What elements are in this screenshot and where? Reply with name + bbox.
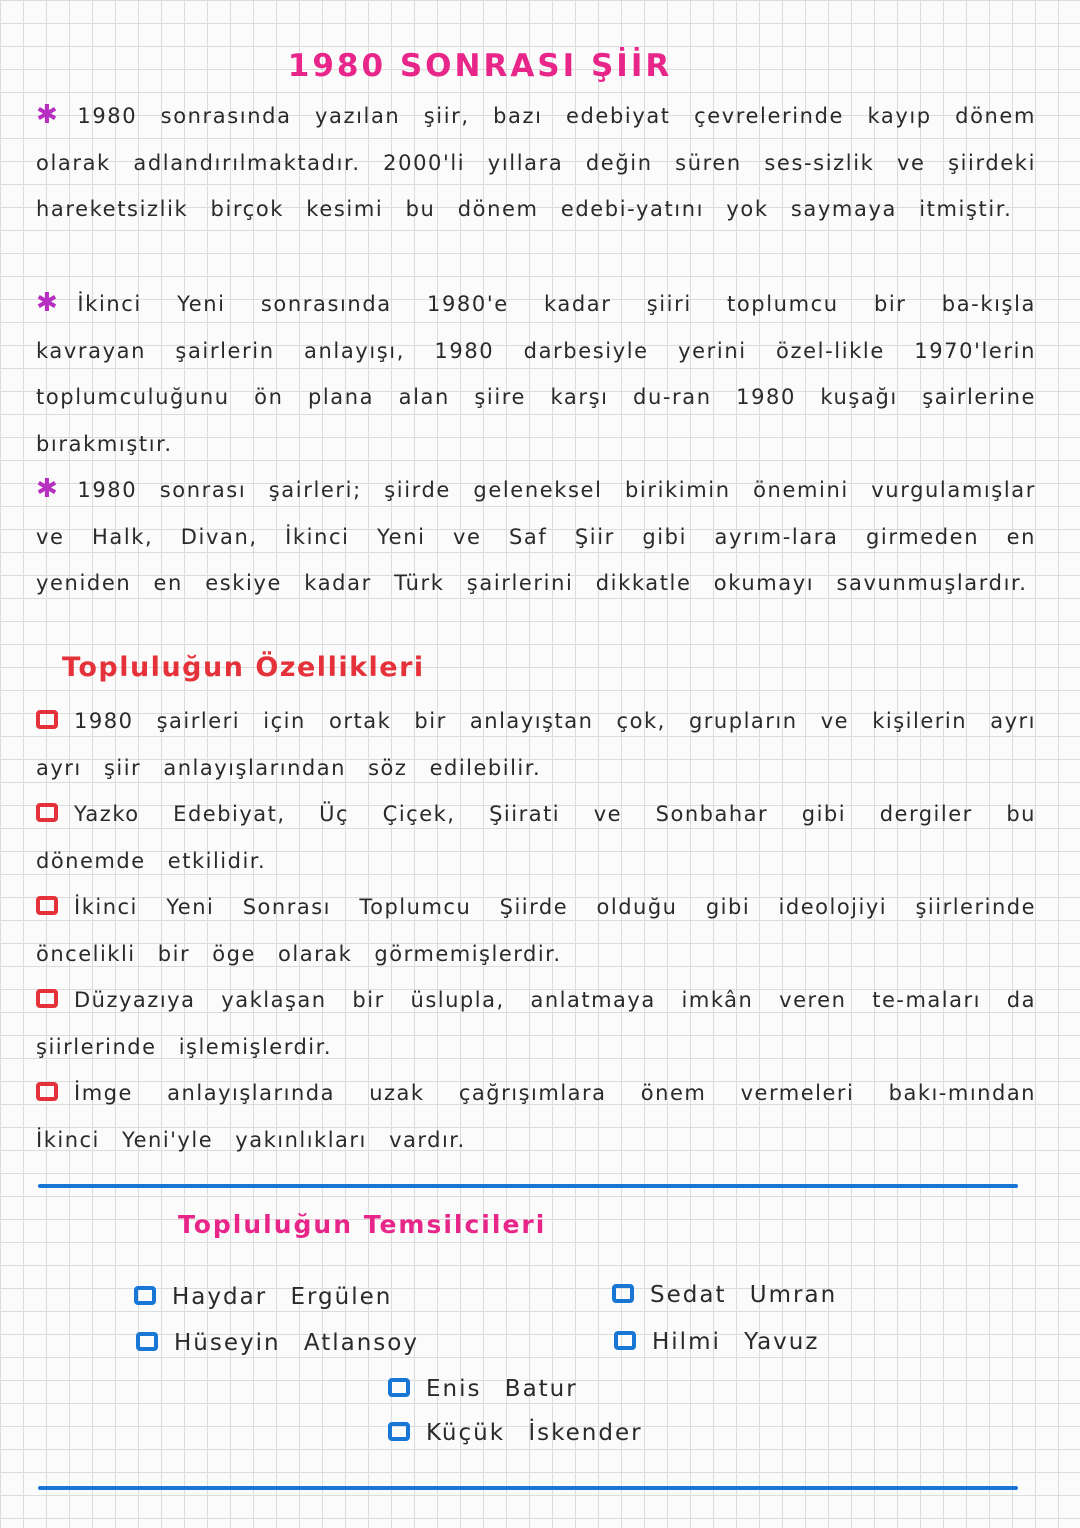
representative-name: Enis Batur [426,1376,578,1402]
divider-top [38,1184,1018,1188]
intro-paragraph-1 [36,92,1036,233]
features-list [36,698,1036,1163]
representative-item [388,1420,643,1446]
red-square-icon [36,803,58,822]
representative-name: Hilmi Yavuz [652,1329,820,1355]
representative-item [614,1329,819,1355]
blue-square-icon [388,1422,410,1441]
representative-item [136,1330,419,1356]
asterisk-icon: ✱ [36,100,60,130]
representative-item [612,1282,837,1308]
list-item [36,977,1036,1070]
red-square-icon [36,1082,58,1101]
blue-square-icon [136,1332,158,1351]
feature-text: İmge anlayışlarında uzak çağrışımlara önem vermeleri bakı-mından İkinci Yeni'yle yakınlıkları vardır. [36,1081,1036,1152]
page-title: 1980 SONRASI ŞİİR [287,48,673,84]
representative-name: Hüseyin Atlansoy [174,1330,419,1356]
asterisk-icon: ✱ [36,288,60,318]
feature-text: 1980 şairleri için ortak bir anlayıştan çok, grupların ve kişilerin ayrı ayrı şiir anlayışlarından söz edilebilir. [36,709,1036,780]
blue-square-icon [614,1331,636,1350]
blue-square-icon [134,1286,156,1305]
representatives-heading: Topluluğun Temsilcileri [178,1210,547,1239]
representative-item [134,1284,392,1310]
divider-bottom [38,1486,1018,1490]
intro-text-1: 1980 sonrasında yazılan şiir, bazı edebiyat çevrelerinde kayıp dönem olarak adlandırılmaktadır. 2000'li yıllara değin süren ses-sizlik ve şiirdeki hareketsizlik birçok kesimi bu dönem edebi-yatını yok saymaya itmiştir. [36,104,1036,221]
list-item [36,698,1036,791]
representative-name: Haydar Ergülen [172,1284,393,1310]
asterisk-icon: ✱ [36,474,60,504]
list-item [36,884,1036,977]
features-heading: Topluluğun Özellikleri [62,652,425,683]
intro-paragraph-3 [36,466,1036,607]
red-square-icon [36,896,58,915]
feature-text: İkinci Yeni Sonrası Toplumcu Şiirde olduğu gibi ideolojiyi şiirlerinde öncelikli bir öge olarak görmemişlerdir. [36,895,1036,966]
representative-item [388,1376,578,1402]
feature-text: Yazko Edebiyat, Üç Çiçek, Şiirati ve Sonbahar gibi dergiler bu dönemde etkilidir. [36,802,1036,873]
intro-text-2: İkinci Yeni sonrasında 1980'e kadar şiiri toplumcu bir ba-kışla kavrayan şairlerin anlayışı, 1980 darbesiyle yerini özel-likle 1970'lerin toplumculuğunu ön plana alan şiire karşı du-ran 1980 kuşağı şairlerine bırakmıştır. [36,292,1036,456]
list-item [36,791,1036,884]
representative-name: Küçük İskender [426,1420,643,1446]
red-square-icon [36,989,58,1008]
intro-paragraph-2 [36,280,1036,467]
representative-name: Sedat Umran [650,1282,838,1308]
blue-square-icon [612,1284,634,1303]
red-square-icon [36,710,58,729]
blue-square-icon [388,1378,410,1397]
intro-text-3: 1980 sonrası şairleri; şiirde geleneksel birikimin önemini vurgulamışlar ve Halk, Divan, İkinci Yeni ve Saf Şiir gibi ayrım-lara girmeden en yeniden en eskiye kadar Türk şairlerini dikkatle okumayı savunmuşlardır. [36,478,1036,595]
feature-text: Düzyazıya yaklaşan bir üslupla, anlatmaya imkân veren te-maları da şiirlerinde işlemişlerdir. [36,988,1036,1059]
list-item [36,1070,1036,1163]
